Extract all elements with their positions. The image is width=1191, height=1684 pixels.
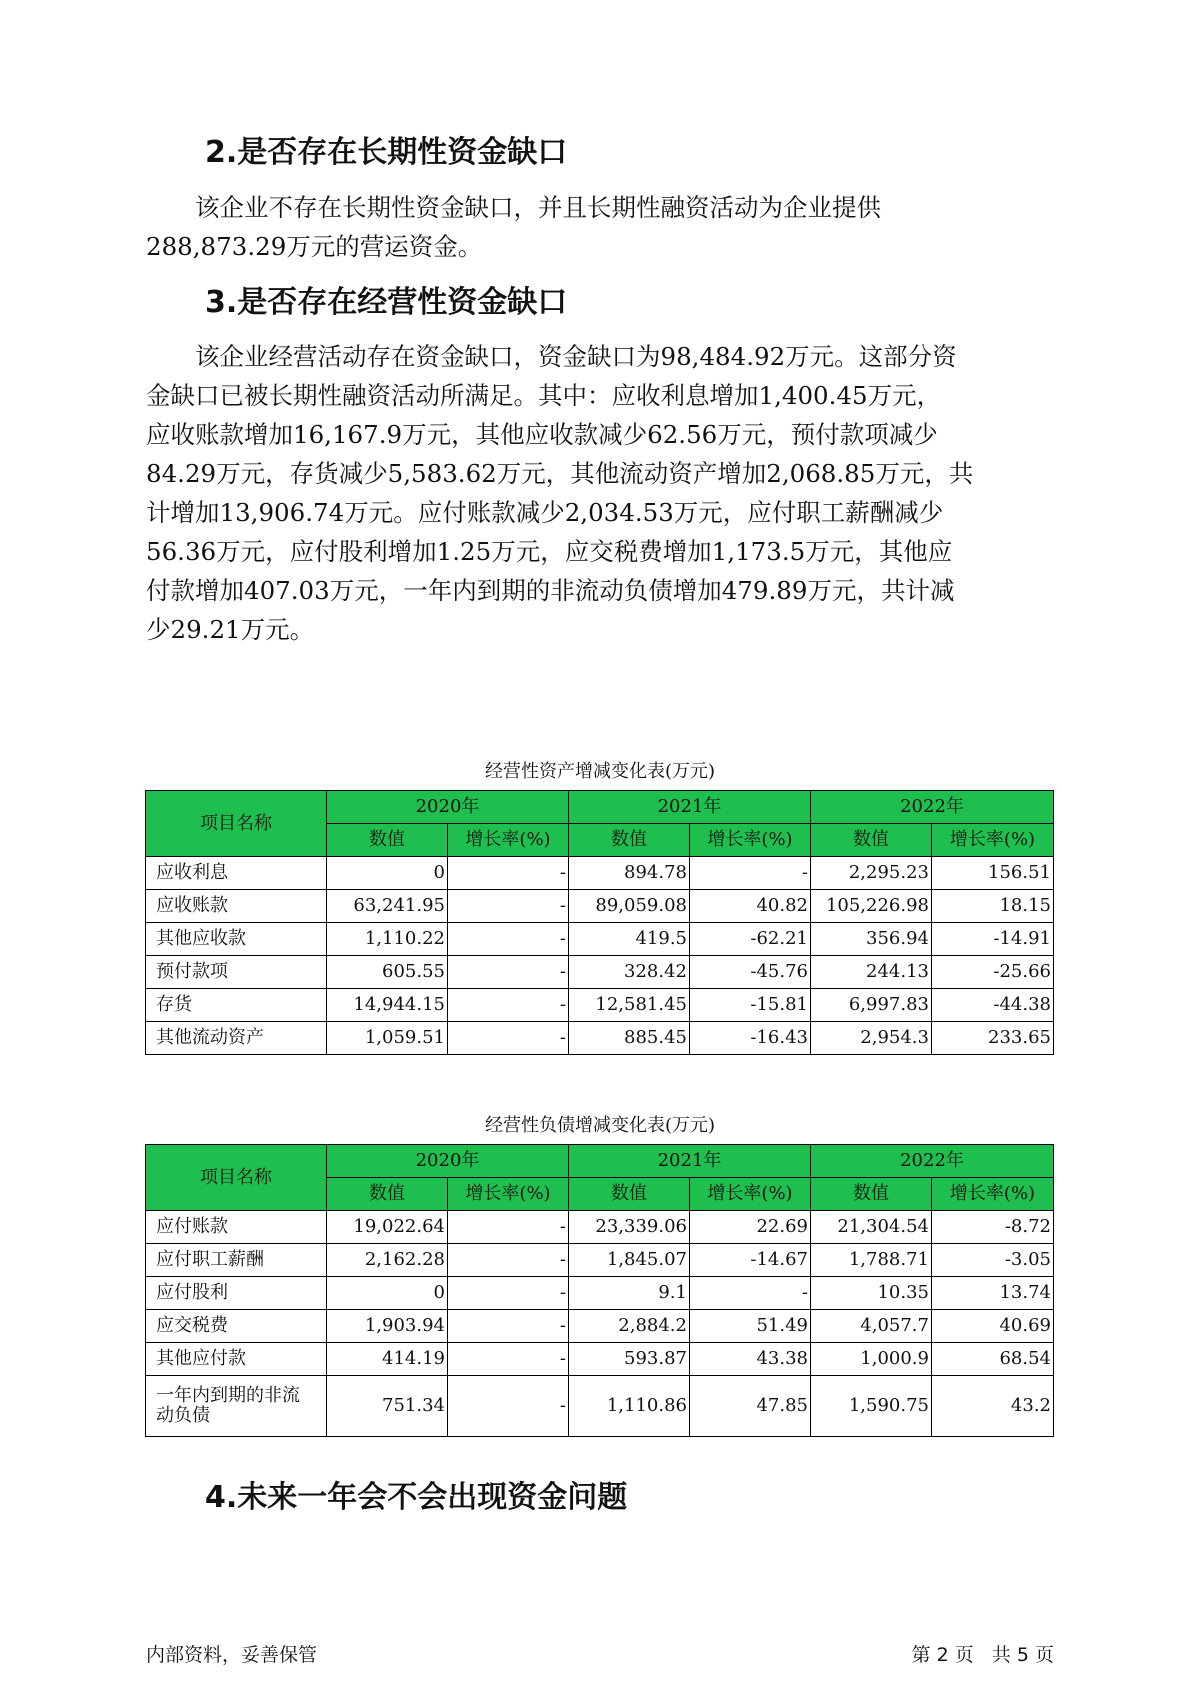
paragraph-line: 该企业不存在长期性资金缺口，并且长期性融资活动为企业提供 xyxy=(146,193,881,222)
growth-rate-cell: -25.66 xyxy=(932,956,1054,989)
paragraph-line: 少29.21万元。 xyxy=(146,615,315,644)
header-item-name: 项目名称 xyxy=(146,1145,327,1211)
value-cell: 1,845.07 xyxy=(569,1244,690,1277)
growth-rate-cell: -62.21 xyxy=(690,923,811,956)
header-item-name: 项目名称 xyxy=(146,791,327,857)
row-label: 存货 xyxy=(146,989,327,1022)
table-row xyxy=(146,857,1054,890)
table-row xyxy=(146,923,1054,956)
header-value: 数值 xyxy=(569,1178,690,1211)
paragraph-line: 56.36万元，应付股利增加1.25万元，应交税费增加1,173.5万元，其他应 xyxy=(146,537,953,566)
row-label: 其他流动资产 xyxy=(146,1022,327,1055)
growth-rate-cell: - xyxy=(448,857,569,890)
table-row xyxy=(146,956,1054,989)
table-row xyxy=(146,1244,1054,1277)
growth-rate-cell: - xyxy=(448,1277,569,1310)
value-cell: 419.5 xyxy=(569,923,690,956)
header-year: 2022年 xyxy=(811,791,1054,824)
growth-rate-cell: 43.38 xyxy=(690,1343,811,1376)
value-cell: 1,788.71 xyxy=(811,1244,932,1277)
header-growth-rate: 增长率(%) xyxy=(448,824,569,857)
row-label: 其他应付款 xyxy=(146,1343,327,1376)
section-3-paragraph xyxy=(146,337,1056,649)
growth-rate-cell: 40.82 xyxy=(690,890,811,923)
row-label xyxy=(146,1376,327,1437)
header-growth-rate: 增长率(%) xyxy=(690,824,811,857)
value-cell: 605.55 xyxy=(327,956,448,989)
value-cell: 894.78 xyxy=(569,857,690,890)
growth-rate-cell: - xyxy=(448,1022,569,1055)
header-year: 2020年 xyxy=(327,791,569,824)
growth-rate-cell: - xyxy=(448,1211,569,1244)
value-cell: 356.94 xyxy=(811,923,932,956)
row-label: 其他应收款 xyxy=(146,923,327,956)
header-value: 数值 xyxy=(327,1178,448,1211)
header-year: 2021年 xyxy=(569,1145,811,1178)
value-cell: 328.42 xyxy=(569,956,690,989)
header-value: 数值 xyxy=(811,824,932,857)
growth-rate-cell: - xyxy=(690,857,811,890)
section-2-heading: 2.是否存在长期性资金缺口 xyxy=(205,135,568,170)
header-year: 2020年 xyxy=(327,1145,569,1178)
header-growth-rate: 增长率(%) xyxy=(932,1178,1054,1211)
value-cell: 1,059.51 xyxy=(327,1022,448,1055)
growth-rate-cell: - xyxy=(448,1310,569,1343)
growth-rate-cell: -14.91 xyxy=(932,923,1054,956)
growth-rate-cell: -16.43 xyxy=(690,1022,811,1055)
paragraph-line: 计增加13,906.74万元。应付账款减少2,034.53万元，应付职工薪酬减少 xyxy=(146,498,944,527)
header-value: 数值 xyxy=(811,1178,932,1211)
row-label: 应收利息 xyxy=(146,857,327,890)
value-cell: 105,226.98 xyxy=(811,890,932,923)
growth-rate-cell: - xyxy=(448,989,569,1022)
row-label: 预付款项 xyxy=(146,956,327,989)
section-2-paragraph xyxy=(146,188,1056,266)
header-value: 数值 xyxy=(569,824,690,857)
row-label: 应交税费 xyxy=(146,1310,327,1343)
section-4-heading: 4.未来一年会不会出现资金问题 xyxy=(205,1480,628,1515)
table-row xyxy=(146,890,1054,923)
row-label: 应收账款 xyxy=(146,890,327,923)
footer-page-number: 第 2 页 共 5 页 xyxy=(911,1644,1054,1666)
growth-rate-cell: 233.65 xyxy=(932,1022,1054,1055)
value-cell: 1,000.9 xyxy=(811,1343,932,1376)
paragraph-line: 金缺口已被长期性融资活动所满足。其中：应收利息增加1,400.45万元， xyxy=(146,381,942,410)
row-label-line: 一年内到期的非流 xyxy=(156,1385,300,1406)
value-cell: 1,903.94 xyxy=(327,1310,448,1343)
growth-rate-cell: - xyxy=(448,1376,569,1437)
value-cell: 2,954.3 xyxy=(811,1022,932,1055)
value-cell: 19,022.64 xyxy=(327,1211,448,1244)
section-3-heading: 3.是否存在经营性资金缺口 xyxy=(205,285,568,320)
growth-rate-cell: 156.51 xyxy=(932,857,1054,890)
value-cell: 63,241.95 xyxy=(327,890,448,923)
value-cell: 21,304.54 xyxy=(811,1211,932,1244)
growth-rate-cell: - xyxy=(448,956,569,989)
value-cell: 4,057.7 xyxy=(811,1310,932,1343)
table-row xyxy=(146,1376,1054,1437)
value-cell: 1,110.86 xyxy=(569,1376,690,1437)
paragraph-line: 应收账款增加16,167.9万元，其他应收款减少62.56万元，预付款项减少 xyxy=(146,420,938,449)
value-cell: 1,590.75 xyxy=(811,1376,932,1437)
row-label-line: 动负债 xyxy=(156,1405,210,1426)
table-row xyxy=(146,1022,1054,1055)
growth-rate-cell: 13.74 xyxy=(932,1277,1054,1310)
growth-rate-cell: - xyxy=(448,890,569,923)
paragraph-line: 288,873.29万元的营运资金。 xyxy=(146,232,483,261)
growth-rate-cell: 68.54 xyxy=(932,1343,1054,1376)
growth-rate-cell: -44.38 xyxy=(932,989,1054,1022)
growth-rate-cell: - xyxy=(690,1277,811,1310)
growth-rate-cell: -3.05 xyxy=(932,1244,1054,1277)
value-cell: 593.87 xyxy=(569,1343,690,1376)
growth-rate-cell: 51.49 xyxy=(690,1310,811,1343)
operating-assets-table xyxy=(145,790,1054,1055)
header-year: 2021年 xyxy=(569,791,811,824)
header-value: 数值 xyxy=(327,824,448,857)
table-row xyxy=(146,1211,1054,1244)
value-cell: 1,110.22 xyxy=(327,923,448,956)
growth-rate-cell: -45.76 xyxy=(690,956,811,989)
row-label: 应付股利 xyxy=(146,1277,327,1310)
footer-confidential-note: 内部资料，妥善保管 xyxy=(146,1644,318,1666)
value-cell: 751.34 xyxy=(327,1376,448,1437)
value-cell: 2,162.28 xyxy=(327,1244,448,1277)
growth-rate-cell: 43.2 xyxy=(932,1376,1054,1437)
value-cell: 2,295.23 xyxy=(811,857,932,890)
operating-liabilities-table xyxy=(145,1144,1054,1437)
table-2-caption: 经营性负债增减变化表(万元) xyxy=(484,1115,716,1136)
growth-rate-cell: 18.15 xyxy=(932,890,1054,923)
value-cell: 244.13 xyxy=(811,956,932,989)
value-cell: 23,339.06 xyxy=(569,1211,690,1244)
value-cell: 414.19 xyxy=(327,1343,448,1376)
row-label: 应付职工薪酬 xyxy=(146,1244,327,1277)
table-row xyxy=(146,1343,1054,1376)
row-label: 应付账款 xyxy=(146,1211,327,1244)
header-growth-rate: 增长率(%) xyxy=(448,1178,569,1211)
value-cell: 14,944.15 xyxy=(327,989,448,1022)
table-1-caption: 经营性资产增减变化表(万元) xyxy=(484,761,716,782)
paragraph-line: 付款增加407.03万元，一年内到期的非流动负债增加479.89万元，共计减 xyxy=(146,576,955,605)
paragraph-line: 该企业经营活动存在资金缺口，资金缺口为98,484.92万元。这部分资 xyxy=(146,342,957,371)
paragraph-line: 84.29万元，存货减少5,583.62万元，其他流动资产增加2,068.85万元，共 xyxy=(146,459,974,488)
value-cell: 6,997.83 xyxy=(811,989,932,1022)
value-cell: 12,581.45 xyxy=(569,989,690,1022)
header-growth-rate: 增长率(%) xyxy=(690,1178,811,1211)
growth-rate-cell: 22.69 xyxy=(690,1211,811,1244)
header-year: 2022年 xyxy=(811,1145,1054,1178)
table-row xyxy=(146,1277,1054,1310)
growth-rate-cell: -14.67 xyxy=(690,1244,811,1277)
growth-rate-cell: -8.72 xyxy=(932,1211,1054,1244)
growth-rate-cell: 40.69 xyxy=(932,1310,1054,1343)
value-cell: 89,059.08 xyxy=(569,890,690,923)
value-cell: 0 xyxy=(327,857,448,890)
growth-rate-cell: 47.85 xyxy=(690,1376,811,1437)
table-row xyxy=(146,1310,1054,1343)
value-cell: 10.35 xyxy=(811,1277,932,1310)
growth-rate-cell: - xyxy=(448,1244,569,1277)
value-cell: 885.45 xyxy=(569,1022,690,1055)
growth-rate-cell: - xyxy=(448,923,569,956)
growth-rate-cell: -15.81 xyxy=(690,989,811,1022)
value-cell: 9.1 xyxy=(569,1277,690,1310)
growth-rate-cell: - xyxy=(448,1343,569,1376)
header-growth-rate: 增长率(%) xyxy=(932,824,1054,857)
value-cell: 0 xyxy=(327,1277,448,1310)
value-cell: 2,884.2 xyxy=(569,1310,690,1343)
table-row xyxy=(146,989,1054,1022)
